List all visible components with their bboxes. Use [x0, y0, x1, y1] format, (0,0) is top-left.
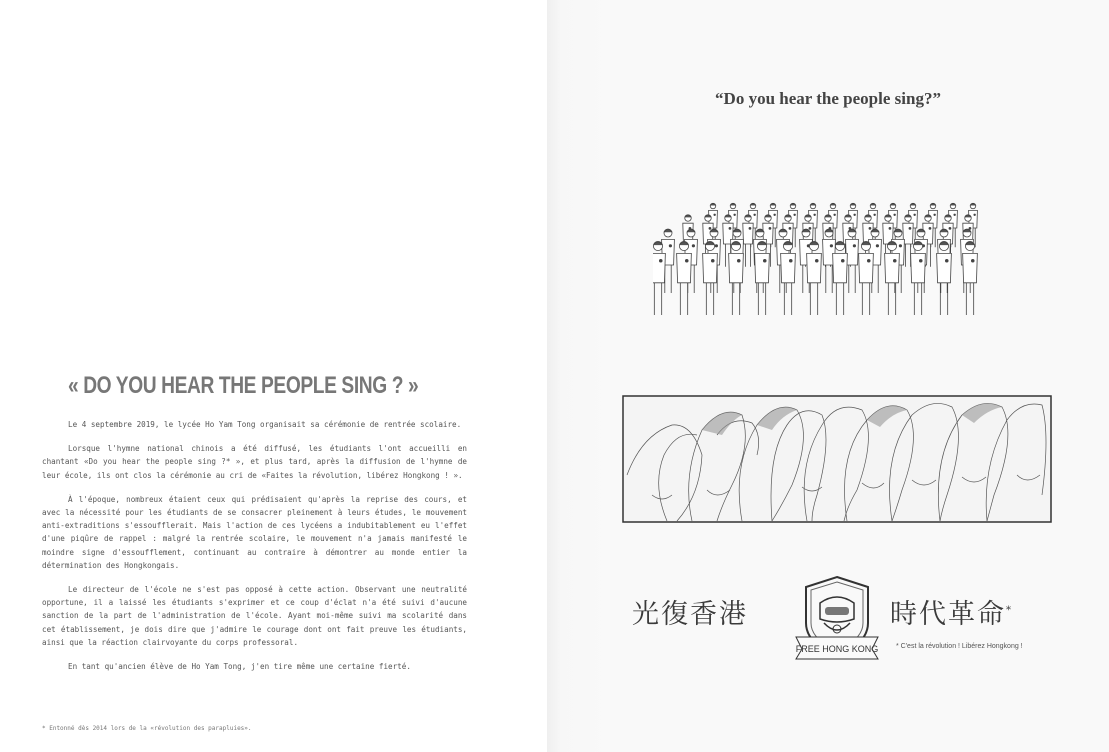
emblem-banner-text: FREE HONG KONG — [795, 644, 879, 654]
students-crowd-illustration — [653, 188, 1011, 338]
left-page — [0, 0, 547, 752]
footnote: * Entonné dès 2014 lors de la «révolution des parapluies». — [42, 725, 252, 732]
paragraph-2: Lorsque l'hymne national chinois a été diffusé, les étudiants l'ont accueilli en chantant «Do you hear the people sing ?* », et plus tard, après la diffusion de l'hymne de leur école, ils ont clos la cérémonie au cri de «Faites la révolution, libérez Hongkong ! ». — [42, 444, 467, 480]
article-heading: « DO YOU HEAR THE PEOPLE SING ? » — [68, 372, 419, 399]
paragraph-5: En tant qu'ancien élève de Ho Yam Tong, j'en tire même une certaine fierté. — [68, 662, 411, 672]
paragraph-1: Le 4 septembre 2019, le lycée Ho Yam Tong organisait sa cérémonie de rentrée scolaire. — [68, 420, 462, 429]
slogan-translation-note: * C'est la révolution ! Libérez Hongkong ! — [896, 643, 1023, 650]
singing-faces-panel — [622, 395, 1052, 523]
slogan-right — [890, 592, 1013, 631]
comic-title: “Do you hear the people sing?” — [715, 89, 941, 108]
free-hong-kong-emblem — [792, 573, 882, 663]
slogan-right-text: 時代革命 — [890, 599, 1006, 630]
article-body — [42, 418, 467, 684]
slogan-left: 光復香港 — [632, 599, 748, 630]
paragraph-3: À l'époque, nombreux étaient ceux qui prédisaient qu'après la reprise des cours, et avec la nécessité pour les étudiants de se consacrer pleinement à leurs études, le mouvement anti-extraditions s'essoufflerait. Mais l'action de ces lycéens a indubitablement eu l'effet d'une piqûre de rappel : malgré la rentrée scolaire, le mouvement n'a jamais manifesté le moindre signe d'essoufflement, continuant au contraire à démontrer au monde entier la détermination des Hongkongais. — [42, 494, 467, 570]
slogan-footnote-mark: * — [1006, 605, 1013, 616]
paragraph-4: Le directeur de l'école ne s'est pas opposé à cette action. Observant une neutralité opportune, il a laissé les étudiants s'exprimer et ce coup d'éclat n'a été suivi d'aucune sanction de la part de l'administration de l'école. Ayant moi-même suivi ma scolarité dans cet établissement, je dois dire que j'admire le courage dont ont fait preuve les étudiants, ainsi que la réaction clairvoyante du corps professoral. — [42, 585, 467, 647]
